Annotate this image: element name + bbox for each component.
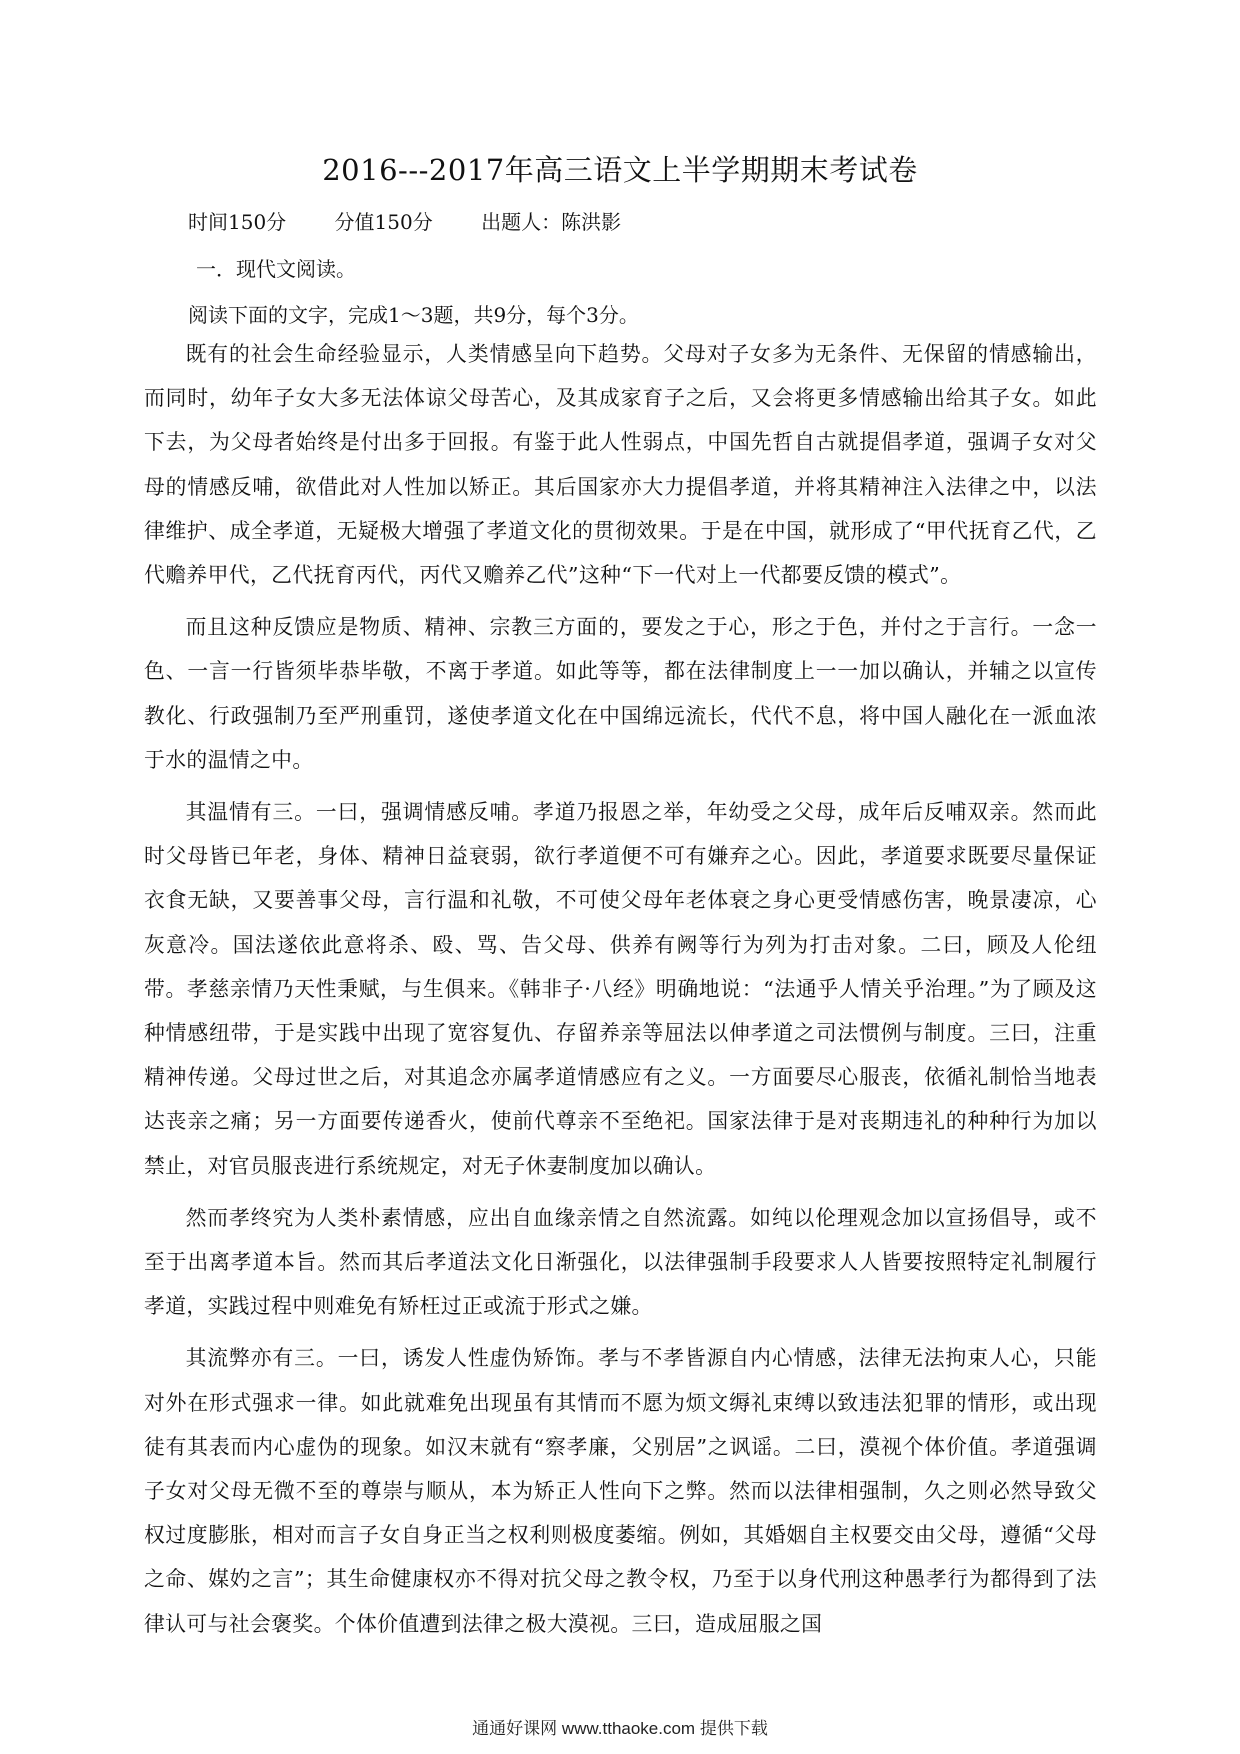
- exam-author: 出题人：陈洪影: [481, 210, 622, 234]
- exam-info: [188, 206, 663, 235]
- paragraph: 其流弊亦有三。一曰，诱发人性虚伪矫饰。孝与不孝皆源自内心情感，法律无法拘束人心，只能对外在形式强求一律。如此就难免出现虽有其情而不愿为烦文缛礼束缚以致违法犯罪的情形，或出现徒有其表而内心虚伪的现象。如汉末就有“察孝廉，父别居”之讽谣。二曰，漠视个体价值。孝道强调子女对父母无微不至的尊崇与顺从，本为矫正人性向下之弊。然而以法律相强制，久之则必然导致父权过度膨胀，相对而言子女自身正当之权利则极度萎缩。例如，其婚姻自主权要交由父母，遵循“父母之命、媒妁之言”；其生命健康权亦不得对抗父母之教令权，乃至于以身代刑这种愚孝行为都得到了法律认可与社会褒奖。个体价值遭到法律之极大漠视。三曰，造成屈服之国: [144, 1346, 1097, 1636]
- paragraph: 然而孝终究为人类朴素情感，应出自血缘亲情之自然流露。如纯以伦理观念加以宣扬倡导，或不至于出离孝道本旨。然而其后孝道法文化日渐强化，以法律强制手段要求人人皆要按照特定礼制履行孝道，实践过程中则难免有矫枉过正或流于形式之嫌。: [144, 1205, 1097, 1319]
- reading-passage: [144, 332, 1097, 1654]
- exam-score: 分值150分: [334, 210, 433, 234]
- paragraph: 其温情有三。一曰，强调情感反哺。孝道乃报恩之举，年幼受之父母，成年后反哺双亲。然而此时父母皆已年老，身体、精神日益衰弱，欲行孝道便不可有嫌弃之心。因此，孝道要求既要尽量保证衣食无缺，又要善事父母，言行温和礼敬，不可使父母年老体衰之身心更受情感伤害，晚景凄凉，心灰意冷。国法遂依此意将杀、殴、骂、告父母、供养有阙等行为列为打击对象。二曰，顾及人伦纽带。孝慈亲情乃天性秉赋，与生俱来。《韩非子·八经》明确地说：“法通乎人情关乎治理。”为了顾及这种情感纽带，于是实践中出现了宽容复仇、存留养亲等屈法以伸孝道之司法惯例与制度。三曰，注重精神传递。父母过世之后，对其追念亦属孝道情感应有之义。一方面要尽心服丧，依循礼制恰当地表达丧亲之痛；另一方面要传递香火，使前代尊亲不至绝祀。国家法律于是对丧期违礼的种种行为加以禁止，对官员服丧进行系统规定，对无子休妻制度加以确认。: [144, 800, 1097, 1178]
- section-heading: 一．现代文阅读。: [196, 257, 356, 281]
- paragraph: 既有的社会生命经验显示，人类情感呈向下趋势。父母对子女多为无条件、无保留的情感输出，而同时，幼年子女大多无法体谅父母苦心，及其成家育子之后，又会将更多情感输出给其子女。如此下去，为父母者始终是付出多于回报。有鉴于此人性弱点，中国先哲自古就提倡孝道，强调子女对父母的情感反哺，欲借此对人性加以矫正。其后国家亦大力提倡孝道，并将其精神注入法律之中，以法律维护、成全孝道，无疑极大增强了孝道文化的贯彻效果。于是在中国，就形成了“甲代抚育乙代，乙代赡养甲代，乙代抚育丙代，丙代又赡养乙代”这种“下一代对上一代都要反馈的模式”。: [144, 342, 1097, 588]
- exam-time: 时间150分: [188, 210, 287, 234]
- reading-instruction: 阅读下面的文字，完成1～3题，共9分，每个3分。: [188, 303, 639, 327]
- page-footer: 通通好课网 www.tthaoke.com 提供下载: [472, 1719, 768, 1738]
- page-title: 2016---2017年高三语文上半学期期末考试卷: [322, 153, 918, 187]
- paragraph: 而且这种反馈应是物质、精神、宗教三方面的，要发之于心，形之于色，并付之于言行。一念一色、一言一行皆须毕恭毕敬，不离于孝道。如此等等，都在法律制度上一一加以确认，并辅之以宣传教化、行政强制乃至严刑重罚，遂使孝道文化在中国绵远流长，代代不息，将中国人融化在一派血浓于水的温情之中。: [144, 615, 1097, 772]
